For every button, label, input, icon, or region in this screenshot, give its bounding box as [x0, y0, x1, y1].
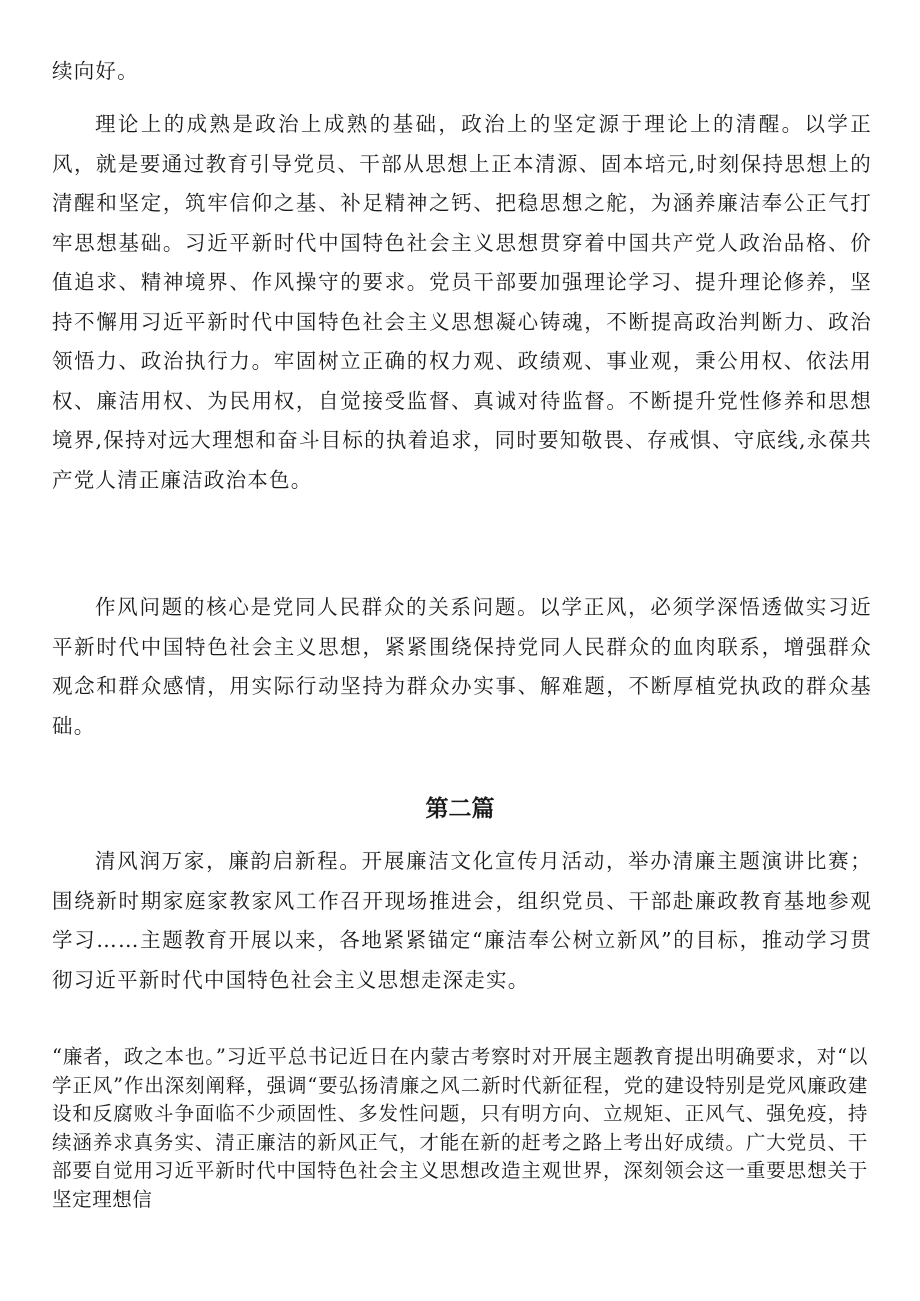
- paragraph-style: 作风问题的核心是党同人民群众的关系问题。以学正风，必须学深悟透做实习近平新时代中国特色社会主义思想，紧紧围绕保持党同人民群众的血肉联系，增强群众观念和群众感情，用实际行动坚持为群众办实事、解难题，不断厚植党执政的群众基础。: [52, 595, 872, 738]
- paragraph-campaign: 清风润万家，廉韵启新程。开展廉洁文化宣传月活动，举办清廉主题演讲比赛；围绕新时期家庭家教家风工作召开现场推进会，组织党员、干部赴廉政教育基地参观学习……主题教育开展以来，各地紧紧锚定“廉洁奉公树立新风”的目标，推动学习贯彻习近平新时代中国特色社会主义思想走深走实。: [52, 849, 872, 992]
- paragraph-theory: 理论上的成熟是政治上成熟的基础，政治上的坚定源于理论上的清醒。以学正风，就是要通过教育引导党员、干部从思想上正本清源、固本培元,时刻保持思想上的清醒和坚定，筑牢信仰之基、补足精神之钙、把稳思想之舵，为涵养廉洁奉公正气打牢思想基础。习近平新时代中国特色社会主义思想贯穿着中国共产党人政治品格、价值追求、精神境界、作风操守的要求。党员干部要加强理论学习、提升理论修养，坚持不懈用习近平新时代中国特色社会主义思想凝心铸魂，不断提高政治判断力、政治领悟力、政治执行力。牢固树立正确的权力观、政绩观、事业观，秉公用权、依法用权、廉洁用权、为民用权，自觉接受监督、真诚对待监督。不断提升党性修养和思想境界,保持对远大理想和奋斗目标的执着追求，同时要知敬畏、存戒惧、守底线,永葆共产党人清正廉洁政治本色。: [52, 112, 872, 492]
- paragraph-quote: “廉者，政之本也。”习近平总书记近日在内蒙古考察时对开展主题教育提出明确要求，对“以学正风”作出深刻阐释，强调“要弘扬清廉之风二新时代新征程，党的建设特别是党风廉政建设和反腐败斗争面临不少顽固性、多发性问题，只有明方向、立规矩、正风气、强免疫，持续涵养求真务实、清正廉洁的新风正气，才能在新的赶考之路上考出好成绩。广大党员、干部要自觉用习近平新时代中国特色社会主义思想改造主观世界，深刻领会这一重要思想关于坚定理想信: [52, 1045, 868, 1211]
- section-heading: 第二篇: [425, 796, 495, 822]
- continuation-text: 续向好。: [52, 59, 139, 83]
